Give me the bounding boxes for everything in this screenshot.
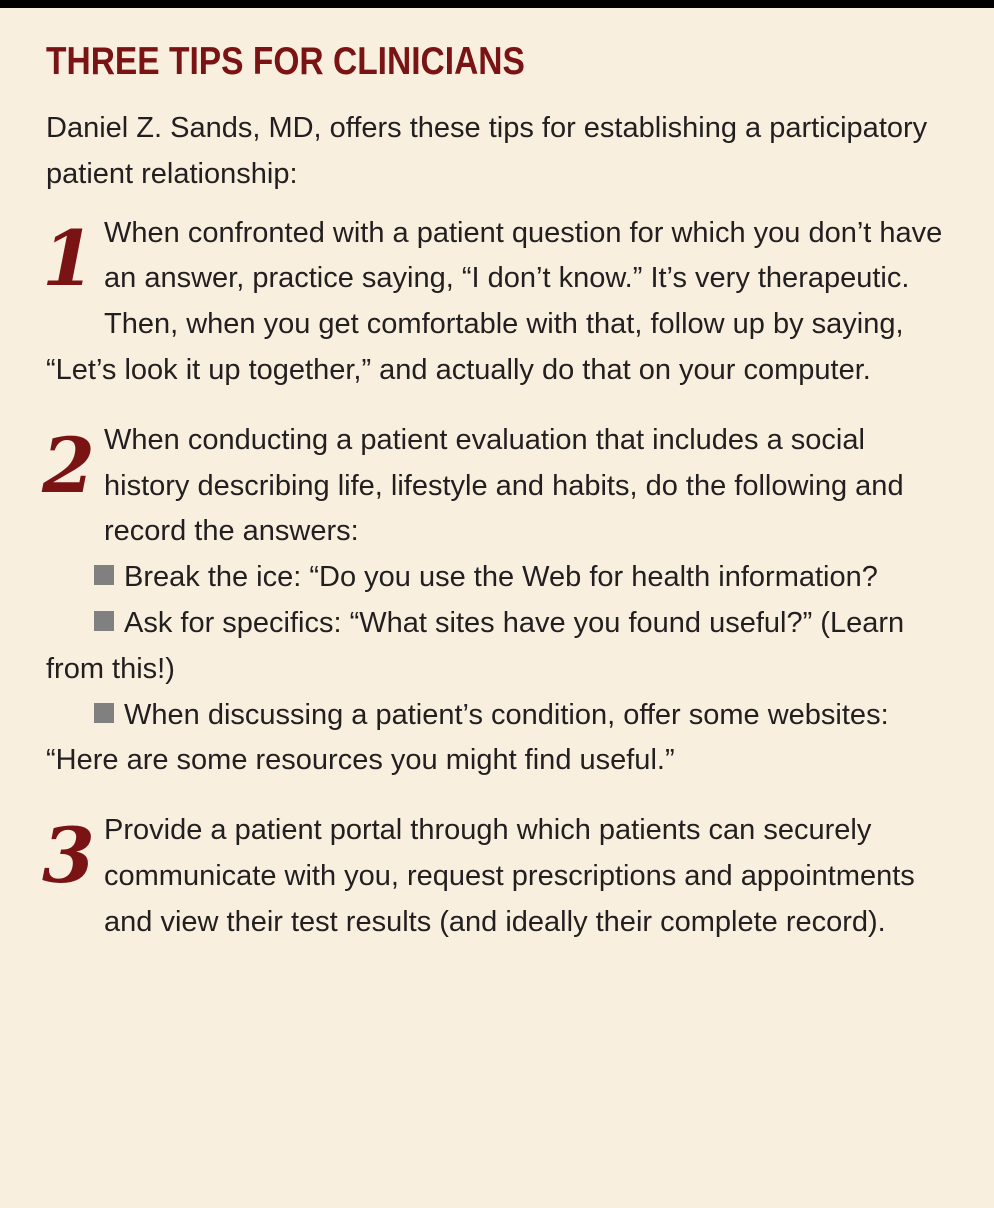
square-bullet-icon — [94, 703, 114, 723]
bullet-text: Break the ice: “Do you use the Web for health information? — [124, 561, 878, 594]
tip-number: 3 — [42, 811, 95, 901]
tip-text: When confronted with a patient question for which you don’t have an answer, practice saying, “I don’t know.” It’s very therapeutic. Then, when you get comfortable with that, follow up by saying, “Let’s look it up together,” and actually do that on your computer. — [46, 216, 943, 386]
bullet-text: When discussing a patient’s condition, offer some websites: “Here are some resources you might find useful.” — [46, 698, 889, 777]
square-bullet-icon — [94, 565, 114, 585]
panel-title: THREE TIPS FOR CLINICIANS — [46, 40, 525, 83]
list-item — [46, 693, 946, 785]
square-bullet-icon — [94, 611, 114, 631]
list-item — [46, 555, 946, 601]
top-rule — [0, 0, 994, 8]
tip-3 — [42, 808, 946, 945]
tip-text: When conducting a patient evaluation that includes a social history describing life, lifestyle and habits, do the following and record the answers: — [104, 423, 904, 548]
tip-number: 2 — [42, 420, 95, 510]
intro-text: Daniel Z. Sands, MD, offers these tips for establishing a participatory patient relationship: — [46, 112, 928, 190]
list-item — [46, 601, 946, 693]
sidebar-panel — [42, 38, 946, 970]
tip-number: 1 — [42, 213, 95, 303]
tip-2 — [42, 418, 946, 784]
tip-text: Provide a patient portal through which patients can securely communicate with you, request prescriptions and appointments and view their test results (and ideally their complete record). — [104, 814, 915, 938]
tip-1 — [42, 211, 946, 394]
bullet-text: Ask for specifics: “What sites have you found useful?” (Learn from this!) — [46, 606, 905, 685]
